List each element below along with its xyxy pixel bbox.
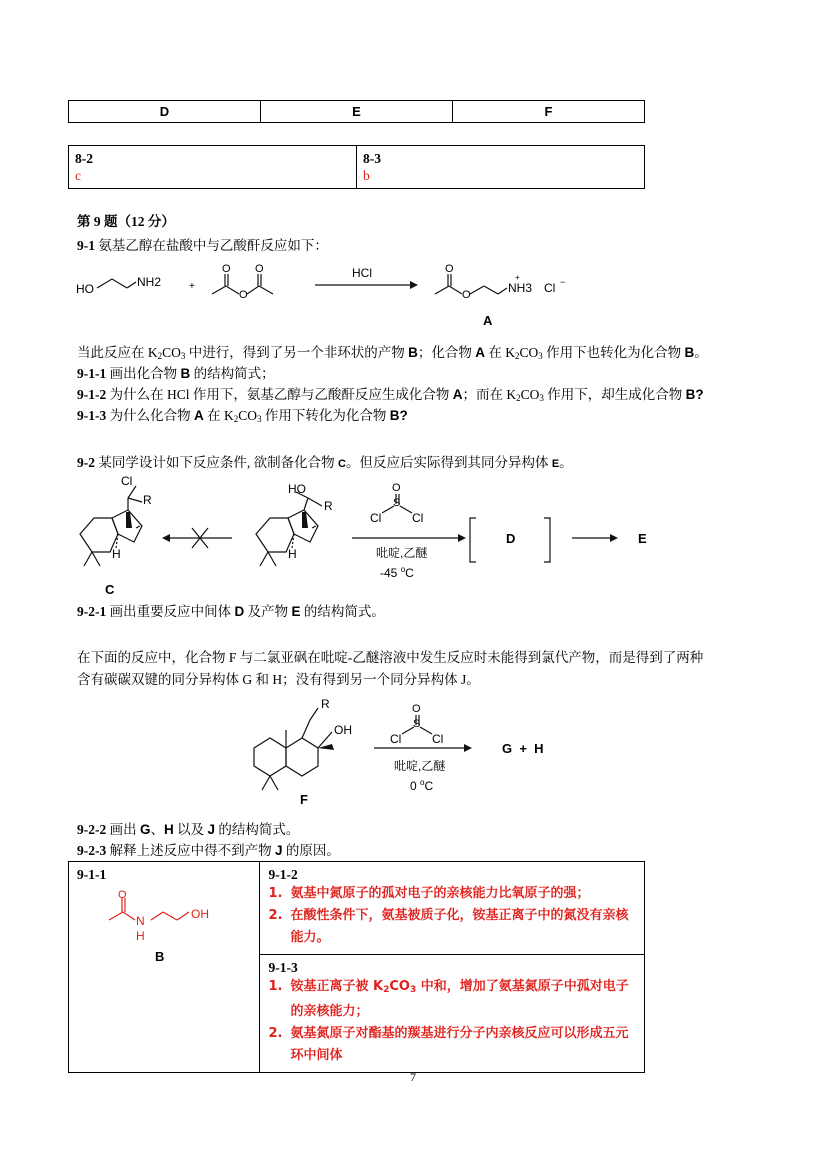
- q9-1-2-text: 作用下，却生成化合物: [543, 387, 686, 402]
- answer-9-1-3-list: [268, 976, 636, 1067]
- answer-b-n: N: [136, 914, 145, 928]
- q9-2-2: [77, 820, 757, 840]
- scheme2-cond2-unit: C: [405, 566, 414, 580]
- scheme2-cond1: 吡啶,乙醚: [376, 546, 428, 560]
- col-d: D: [69, 101, 261, 123]
- scheme1-plus: +: [189, 281, 195, 292]
- q9-2-2-text: 、: [150, 822, 165, 837]
- q9-2-3: [77, 841, 757, 861]
- scheme3-label-f: F: [300, 792, 308, 807]
- q9-1-3-a: A: [194, 408, 204, 423]
- scheme3-s: S: [413, 718, 421, 730]
- svg-text:-45 oC: -45 $^o$C: [380, 565, 414, 580]
- q9-2-c: C: [338, 458, 346, 470]
- answer-9-1-3-item: 1. 铵基正离子被 $K_2CO_3$ 中和，增加了氨基氮原子中孤对电子的亲核能力；: [268, 976, 636, 1023]
- answer-text: 铵基正离子被 K: [290, 979, 384, 994]
- scheme1-ho: HO: [76, 282, 94, 296]
- answer-b-label: B: [155, 949, 165, 964]
- q9-1-1-text: 画出化合物: [106, 366, 181, 381]
- scheme3-cond2-unit: C: [424, 779, 434, 793]
- q9-1-3-text: CO: [238, 408, 258, 423]
- para1-part: 当此反应在 K: [77, 345, 158, 360]
- scheme2-cl1: Cl: [370, 511, 382, 525]
- q9-1-text: 氨基乙醇在盐酸中与乙酸酐反应如下：: [98, 238, 328, 253]
- scheme1-nh3: NH3: [508, 281, 533, 295]
- answer-num: 1.: [268, 979, 283, 994]
- answer-9-1-2-item: [268, 883, 636, 905]
- q9-2-1-d: D: [234, 604, 245, 619]
- answer-text: 在酸性条件下，氨基被质子化，铵基正离子中的氮没有亲核能力。: [290, 908, 629, 945]
- q9-1-2-q: ?: [695, 387, 704, 402]
- answer-9-1-3-item: [268, 1023, 636, 1067]
- q9-1-3-q: ?: [399, 408, 408, 423]
- q9-1-3-text: 在 K: [203, 408, 234, 423]
- q9-2-text: 。: [559, 455, 573, 470]
- q9-1-2-label: 9-1-2: [77, 387, 107, 402]
- scheme3-r: R: [321, 698, 330, 711]
- scheme1-label-a: A: [483, 313, 493, 328]
- scheme3-cl1: Cl: [390, 732, 402, 746]
- q9-2-text: 某同学设计如下反应条件, 欲制备化合物: [95, 455, 338, 470]
- q9-2-2-j: J: [207, 822, 216, 837]
- q9-1-3-text: 为什么化合物: [106, 408, 194, 423]
- para1-part: CO: [162, 345, 181, 360]
- q9-2-2-text: 的结构简式。: [215, 822, 300, 837]
- q9-2-2-g: G: [140, 822, 151, 837]
- q9-1-2-b: B: [685, 387, 696, 402]
- q9-heading: 第 9 题（12 分）: [77, 214, 175, 229]
- scheme2-cl2: Cl: [412, 511, 424, 525]
- scheme2-label-d: D: [506, 531, 516, 546]
- scheme2-c-r: R: [143, 493, 152, 507]
- scheme3-o: O: [412, 703, 421, 715]
- q9-1-label: 9-1: [77, 238, 95, 253]
- scheme2-o: O: [392, 482, 401, 494]
- q9-1-1-end: 的结构简式；: [190, 366, 275, 381]
- q9-2-1-text: 的结构简式。: [300, 604, 385, 619]
- scheme1-reagent: HCl: [352, 266, 372, 280]
- q9-1-3-b: B: [389, 408, 400, 423]
- scheme-3: [240, 698, 580, 810]
- answer-8-3-value: b: [363, 168, 370, 183]
- col-e: E: [261, 101, 453, 123]
- q9-2-1-e: E: [291, 604, 301, 619]
- scheme2-cond2: -45: [380, 566, 401, 580]
- answer-text: CO: [389, 979, 410, 994]
- scheme2-ho: HO: [288, 482, 306, 496]
- answer-9-1-3-label: 9-1-3: [268, 960, 298, 975]
- q9-2-text: 。但反应后实际得到其同分异构体: [345, 455, 552, 470]
- q9-1-3: 9-1-3 为什么化合物 A 在 $K_2CO_3$ 作用下转化为化合物 B?: [77, 408, 408, 424]
- scheme3-cond2: 0: [410, 779, 421, 793]
- col-f: F: [453, 101, 645, 123]
- answer-num: 2.: [268, 1026, 283, 1041]
- q9-1-intro: [77, 236, 757, 256]
- answer-text: 氨基氮原子对酯基的羰基进行分子内亲核反应可以形成五元环中间体: [290, 1026, 629, 1063]
- svg-text:O: O: [239, 289, 248, 301]
- para1-part: 。: [694, 345, 708, 360]
- svg-text:O: O: [445, 263, 454, 275]
- scheme2-r: R: [324, 499, 333, 513]
- para1-part: CO: [519, 345, 539, 360]
- page-number: 7: [410, 1070, 416, 1084]
- svg-text:O: O: [222, 263, 231, 275]
- scheme-1: [70, 258, 590, 336]
- svg-text:O: O: [462, 289, 471, 301]
- q9-2-e: E: [551, 458, 560, 470]
- answer-text: 中和，增加了氨基氮原子中孤对电子的亲核能力；: [290, 979, 629, 1019]
- para-2-line-2: 含有碳碳双键的同分异构体 G 和 H；没有得到另一个同分异构体 J。: [77, 672, 480, 687]
- q9-1-1-b: B: [180, 366, 191, 381]
- q9-2-1-text: 及产物: [244, 604, 292, 619]
- scheme3-cond1: 吡啶,乙醚: [394, 759, 446, 773]
- answer-9-1-2-item: [268, 905, 636, 949]
- para1-part: 中进行，得到了另一个非环状的产物: [185, 345, 409, 360]
- para-2-line-1: 在下面的反应中，化合物 F 与二氯亚砜在吡啶-乙醚溶液中发生反应时未能得到氯代产物，而是得到了两种: [77, 650, 704, 665]
- q9-2-2-text: 画出: [106, 822, 140, 837]
- answer-8-2-value: c: [75, 168, 81, 183]
- q9-2-2-text: 以及: [173, 822, 208, 837]
- svg-text:O: O: [118, 890, 127, 901]
- para-1: 当此反应在 $K_2CO_3$ 中进行，得到了另一个非环状的产物 B；化合物 A 在 $K_2CO_3$ 作用下也转化为化合物 B。: [77, 345, 708, 361]
- para1-a: A: [475, 345, 486, 360]
- answer-9-1-2-label: 9-1-2: [268, 867, 298, 882]
- scheme2-label-e: E: [638, 531, 647, 546]
- q9-2-3-text: 解释上述反应中得不到产物: [106, 843, 275, 858]
- scheme2-h: H: [288, 547, 297, 561]
- answer-9-1-2-list: [268, 883, 636, 949]
- q9-1-2-text: CO: [520, 387, 540, 402]
- q9-2-1-text: 画出重要反应中间体: [106, 604, 235, 619]
- scheme2-c-h: H: [112, 547, 121, 561]
- scheme2-label-c: C: [105, 582, 115, 597]
- answer-8-3-label: 8-3: [363, 151, 381, 166]
- q9-2-3-text: 的原因。: [282, 843, 340, 858]
- scheme2-s: S: [393, 497, 401, 509]
- svg-text:−: −: [560, 277, 566, 287]
- para1-part: 作用下也转化为化合物: [542, 345, 685, 360]
- q9-2-label: 9-2: [77, 455, 95, 470]
- q9-1-1: [77, 364, 757, 384]
- answer-num: 2.: [268, 908, 283, 923]
- svg-text:+: +: [515, 273, 520, 282]
- answer-9-table: [68, 861, 645, 1073]
- answer-b-oh: OH: [191, 907, 209, 921]
- q9-2-3-label: 9-2-3: [77, 843, 107, 858]
- para1-b2: B: [684, 345, 695, 360]
- para1-b: B: [408, 345, 418, 360]
- q9-1-2: 9-1-2 为什么在 HCl 作用下，氨基乙醇与乙酸酐反应生成化合物 A；而在 $K_2CO_3$ 作用下，却生成化合物 B?: [77, 387, 704, 403]
- para1-part: ；化合物: [417, 345, 476, 360]
- q9-1-3-text: 作用下转化为化合物: [261, 408, 390, 423]
- q9-2-3-j: J: [275, 843, 283, 858]
- scheme-2: [70, 476, 670, 598]
- scheme2-c-cl: Cl: [121, 476, 133, 488]
- q9-2-2-h: H: [164, 822, 174, 837]
- q9-1-2-a: A: [452, 387, 463, 402]
- svg-text:0 oC: 0 $^o$C: [410, 778, 434, 793]
- scheme3-oh: OH: [334, 723, 352, 737]
- q9-2-1: [77, 602, 757, 622]
- scheme1-nh2: NH2: [137, 275, 162, 289]
- answer-num: 1.: [268, 886, 283, 901]
- answer-b-h: H: [136, 929, 145, 943]
- q9-1-2-text: 为什么在 HCl 作用下，氨基乙醇与乙酸酐反应生成化合物: [106, 387, 453, 402]
- answer-8-table: [68, 145, 645, 189]
- q9-2-intro: [77, 453, 757, 474]
- answer-b-structure: [101, 890, 231, 954]
- q9-2-2-label: 9-2-2: [77, 822, 107, 837]
- scheme1-cl: Cl: [544, 281, 556, 295]
- top-table: [68, 100, 645, 123]
- q9-2-1-label: 9-2-1: [77, 604, 107, 619]
- scheme3-cl2: Cl: [432, 732, 444, 746]
- q9-1-2-text: ；而在 K: [462, 387, 517, 402]
- answer-text: 氨基中氮原子的孤对电子的亲核能力比氧原子的强；: [290, 886, 590, 901]
- answer-9-1-1-label: 9-1-1: [77, 867, 107, 882]
- q9-1-3-label: 9-1-3: [77, 408, 107, 423]
- para1-part: 在 K: [485, 345, 516, 360]
- scheme3-products: G + H: [502, 741, 544, 756]
- answer-8-2-label: 8-2: [75, 151, 93, 166]
- svg-text:O: O: [255, 263, 264, 275]
- q9-1-1-label: 9-1-1: [77, 366, 107, 381]
